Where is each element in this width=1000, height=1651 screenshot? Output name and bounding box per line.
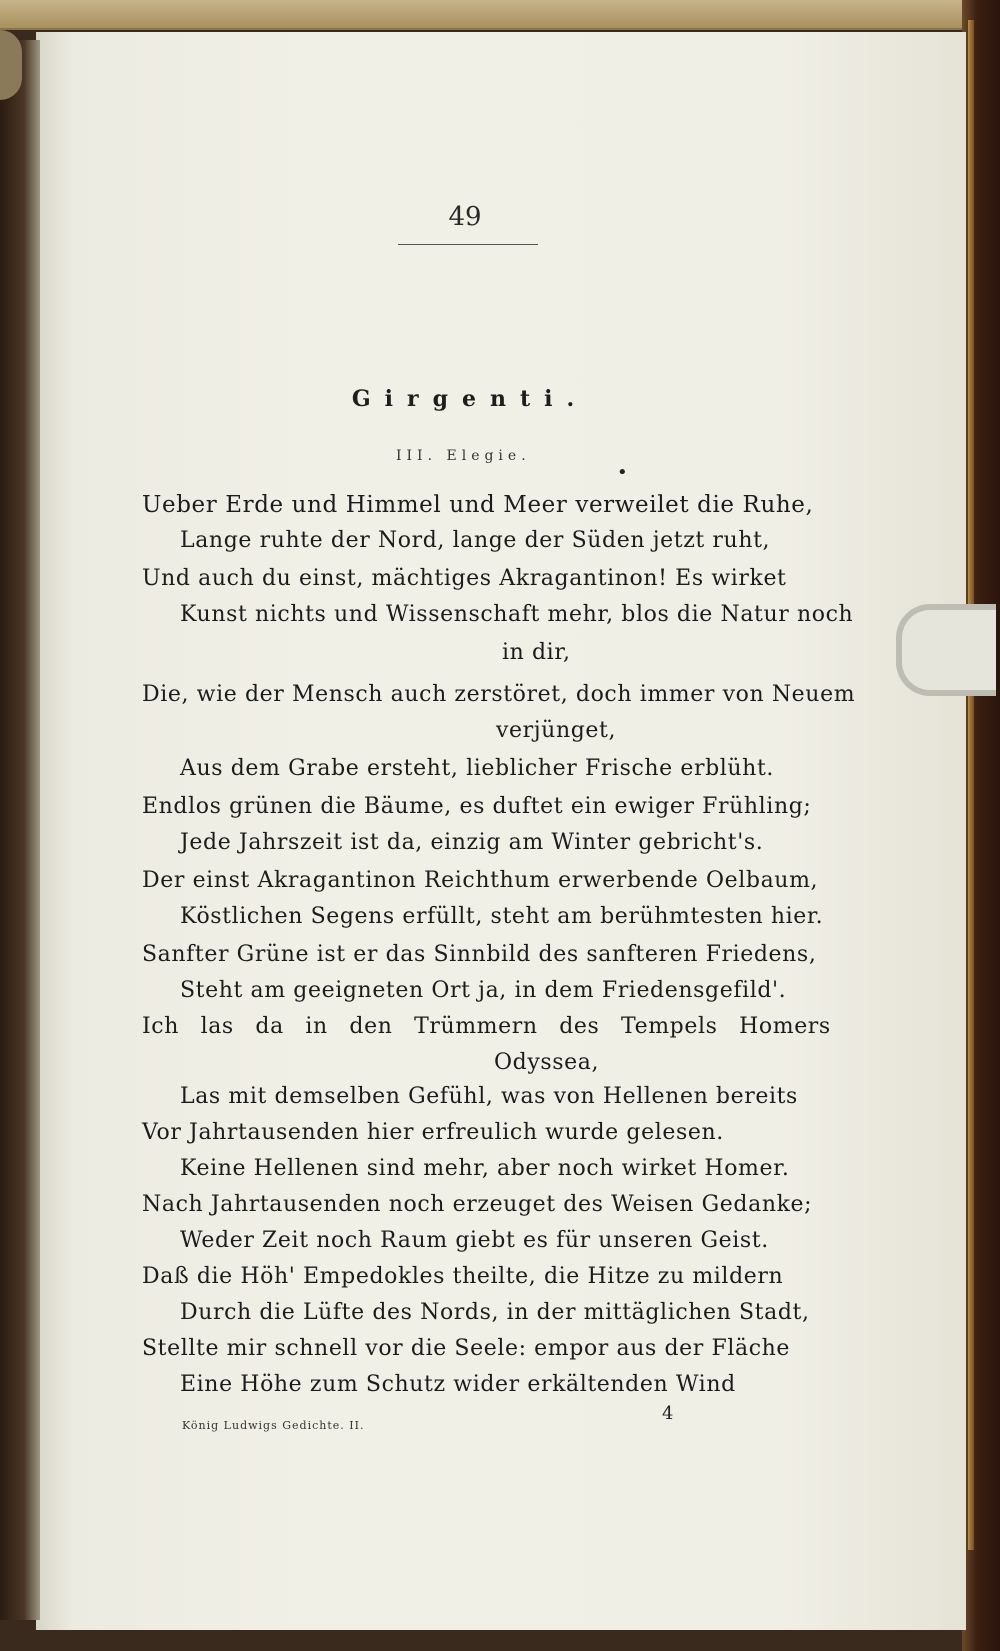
poem-line: Eine Höhe zum Schutz wider erkältenden Wind [180,1372,736,1397]
header-rule [398,244,538,245]
signature-line: König Ludwigs Gedichte. II. [182,1419,365,1432]
book-spine-shadow [0,40,40,1620]
poem-line: Weder Zeit noch Raum giebt es für unseren Geist. [180,1228,769,1253]
poem-line: Der einst Akragantinon Reichthum erwerbende Oelbaum, [142,868,819,893]
poem-title: Girgenti. [351,386,589,412]
poem-line: Aus dem Grabe ersteht, lieblicher Frische erblüht. [180,756,774,781]
signature-mark: 4 [662,1403,674,1424]
poem-line: Nach Jahrtausenden noch erzeuget des Weisen Gedanke; [142,1192,813,1217]
poem-line: Und auch du einst, mächtiges Akragantinon! Es wirket [142,566,787,591]
poem-line: in dir, [502,640,571,665]
poem-line: Las mit demselben Gefühl, was von Hellenen bereits [180,1084,798,1109]
poem-line: Jede Jahrszeit ist da, einzig am Winter gebricht's. [180,830,764,855]
poem-line: verjünget, [496,718,617,743]
poem-line: Durch die Lüfte des Nords, in der mittäglichen Stadt, [180,1300,810,1325]
book-spine-tip [0,30,22,100]
page-number: 49 [448,202,482,232]
poem-line: Ich las da in den Trümmern des Tempels Homers [142,1014,831,1039]
poem-line: Kunst nichts und Wissenschaft mehr, blos die Natur noch [180,602,854,627]
poem-line: Stellte mir schnell vor die Seele: empor aus der Fläche [142,1336,791,1361]
poem-line: Endlos grünen die Bäume, es duftet ein ewiger Frühling; [142,794,812,819]
poem-line: Vor Jahrtausenden hier erfreulich wurde gelesen. [142,1120,724,1145]
poem-line: Lange ruhte der Nord, lange der Süden jetzt ruht, [180,528,771,553]
poem-line: Köstlichen Segens erfüllt, steht am berühmtesten hier. [180,904,824,929]
page-clip [896,604,996,696]
poem-line: Die, wie der Mensch auch zerstöret, doch immer von Neuem [142,682,856,707]
poem-subtitle: III. Elegie. [396,448,531,464]
gilt-page-edge [968,20,974,1550]
poem-line: Daß die Höh' Empedokles theilte, die Hitze zu mildern [142,1264,784,1289]
poem-line: Sanfter Grüne ist er das Sinnbild des sanfteren Friedens, [142,942,817,967]
poem-line: Odyssea, [494,1050,600,1075]
poem-line: Steht am geeigneten Ort ja, in dem Friedensgefild'. [180,978,787,1003]
poem-line: Keine Hellenen sind mehr, aber noch wirket Homer. [180,1156,790,1181]
ink-mark: • [617,462,628,483]
poem-line: Ueber Erde und Himmel und Meer verweilet die Ruhe, [142,492,814,518]
book-board-top [0,0,980,30]
